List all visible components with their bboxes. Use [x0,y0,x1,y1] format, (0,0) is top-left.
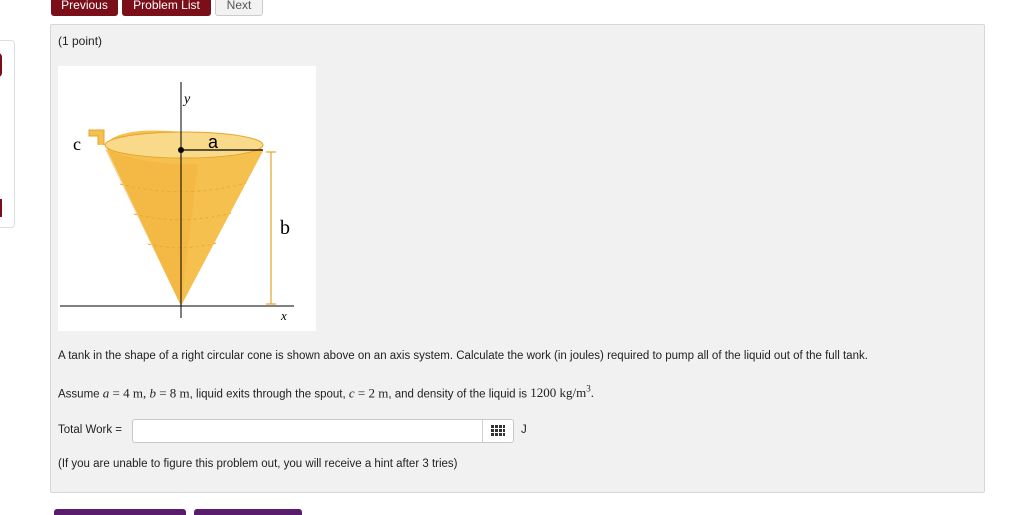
spout-text: , liquid exits through the spout, [189,388,349,401]
side-rail [0,40,15,228]
assume-prefix: Assume [58,388,103,401]
b-label: b [280,217,290,239]
submit-button[interactable] [54,509,186,515]
input-divider [482,420,483,442]
b-equation [149,385,189,400]
b-symbol: b [149,385,156,401]
a-label: a [208,132,219,152]
density-number: 1200 kg/m [530,385,587,401]
c-value: = 2 m [354,385,389,401]
preview-button[interactable] [194,509,302,515]
a-equation [103,385,143,400]
total-work-input[interactable] [132,419,514,443]
density-exponent: 3 [586,384,591,394]
total-work-label: Total Work = [58,424,123,436]
assumption-line [58,384,594,401]
hint-text: (If you are unable to figure this problem out, you will receive a hint after 3 tries) [58,458,458,470]
b-value: = 8 m [155,385,190,401]
comma: , [142,385,150,401]
rail-marker-top [0,53,2,77]
a-value: = 4 m [109,385,143,401]
center-point [178,147,184,153]
next-button[interactable]: Next [215,0,263,16]
cone-top [105,132,263,158]
unit-label: J [521,424,527,436]
c-equation [349,385,388,400]
cone-figure [58,66,316,331]
density-text: , and density of the liquid is [388,388,531,401]
spout [89,130,104,145]
c-label: c [73,134,81,154]
c-symbol: c [348,385,355,401]
y-label: y [184,92,191,107]
problem-statement: A tank in the shape of a right circular cone is shown above on an axis system. Calculate the work (in joules) required to pump all of the liquid out of the full tank. [58,350,868,362]
x-label: x [281,308,287,323]
rail-marker-bottom [0,199,2,217]
density-value [530,385,594,400]
a-symbol: a [102,385,110,401]
problem-list-button[interactable]: Problem List [122,0,211,16]
keyboard-grid-icon[interactable] [491,424,505,436]
previous-button[interactable]: Previous [51,0,118,16]
density-period: . [590,385,594,401]
points-label: (1 point) [58,34,103,48]
